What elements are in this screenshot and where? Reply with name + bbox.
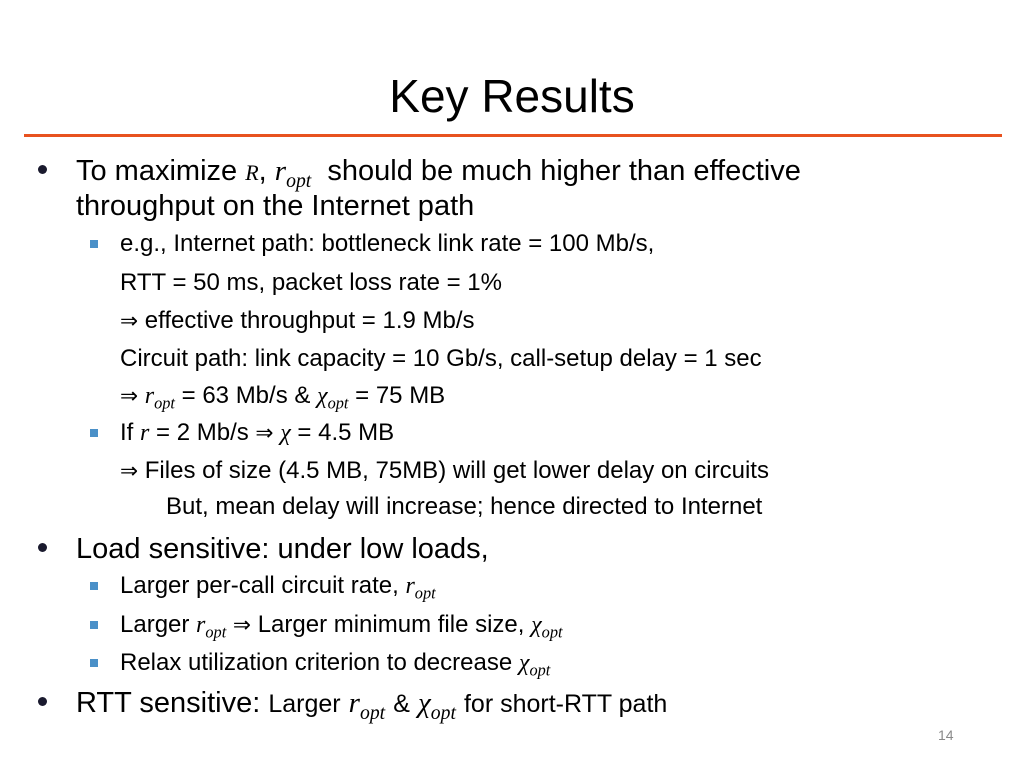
implies-icon: ⇒ (120, 384, 139, 409)
subscript-opt: opt (286, 169, 312, 192)
symbol-chi: χ (417, 687, 431, 719)
sub-bullet-1-line-3 (120, 306, 475, 337)
sub-bullet-2-line-2 (120, 456, 769, 487)
sub-bullet-icon (90, 582, 98, 590)
bullet-1-line-2: throughput on the Internet path (76, 190, 475, 222)
bullet-1-line-1 (76, 154, 801, 190)
comma: , (258, 155, 267, 187)
title-underline (24, 134, 1002, 137)
sub-bullet-icon (90, 659, 98, 667)
subscript-opt: opt (541, 622, 563, 642)
sub-bullet-1-line-1: e.g., Internet path: bottleneck link rate = 100 Mb/s, (120, 230, 655, 257)
sub-bullet-5-text: Relax utilization criterion to decrease (120, 649, 513, 676)
sub-bullet-2-line-2-text: Files of size (4.5 MB, 75MB) will get lower delay on circuits (144, 457, 769, 484)
symbol-r: r (196, 612, 206, 638)
symbol-chi: χ (280, 420, 291, 446)
subscript-opt: opt (205, 622, 227, 642)
slide-title: Key Results (389, 70, 635, 122)
symbol-chi-opt (417, 687, 456, 724)
subscript-opt: opt (430, 701, 456, 724)
bullet-icon (38, 543, 47, 552)
sub-bullet-icon (90, 240, 98, 248)
symbol-r-opt (274, 155, 312, 192)
sub-bullet-5 (120, 648, 550, 678)
implies-icon: ⇒ (255, 421, 274, 446)
bullet-3-text: RTT sensitive: (76, 687, 261, 719)
sub-bullet-icon (90, 621, 98, 629)
subscript-opt: opt (529, 660, 551, 680)
bullet-icon (38, 697, 47, 706)
symbol-chi-opt (531, 612, 563, 642)
sub-bullet-2-mid: = 2 Mb/s (156, 419, 249, 446)
bullet-1-text: To maximize (76, 155, 238, 187)
symbol-chi: χ (317, 383, 328, 409)
symbol-r: r (140, 420, 150, 446)
page-number: 14 (938, 727, 954, 743)
symbol-r: r (348, 687, 360, 719)
bullet-3 (76, 686, 668, 724)
sub-bullet-1-line-5 (120, 381, 445, 412)
bullet-1-text-after: should be much higher than effective (327, 155, 801, 187)
symbol-r: r (274, 155, 287, 187)
sub-bullet-4-start: Larger (120, 611, 190, 638)
subscript-opt: opt (154, 393, 175, 413)
implies-icon: ⇒ (120, 309, 139, 334)
sub-bullet-1-line-3-text: effective throughput = 1.9 Mb/s (144, 307, 475, 334)
sub-bullet-4-mid: Larger minimum file size, (257, 611, 525, 638)
symbol-chi: χ (518, 650, 530, 676)
bullet-3-amp: & (393, 690, 410, 718)
sub-bullet-1-line-2: RTT = 50 ms, packet loss rate = 1% (120, 269, 502, 296)
symbol-r-opt (196, 612, 227, 642)
bullet-3-end: for short-RTT path (463, 690, 668, 718)
sub-bullet-3-text: Larger per-call circuit rate, (120, 572, 399, 599)
sub-bullet-4 (120, 610, 563, 641)
sub-bullet-1-line-4: Circuit path: link capacity = 10 Gb/s, call-setup delay = 1 sec (120, 345, 762, 372)
symbol-r: r (405, 573, 415, 599)
subscript-opt: opt (359, 701, 386, 724)
bullet-2-text: Load sensitive: under low loads, (76, 533, 489, 565)
sub-bullet-2-start: If (120, 419, 134, 446)
symbol-chi-opt (317, 383, 349, 413)
implies-icon: ⇒ (232, 613, 252, 638)
symbol-r-opt (348, 687, 386, 724)
sub-bullet-icon (90, 429, 98, 437)
sub-bullet-2-line-1 (120, 418, 394, 449)
sub-bullet-2-end: = 4.5 MB (297, 419, 395, 446)
bullet-icon (38, 165, 47, 174)
symbol-chi-opt (518, 650, 551, 680)
sub-bullet-1-line-5-end: = 75 MB (355, 382, 446, 409)
symbol-R: R (245, 160, 259, 185)
subscript-opt: opt (414, 583, 436, 603)
sub-bullet-2-line-3: But, mean delay will increase; hence directed to Internet (166, 493, 763, 520)
subscript-opt: opt (327, 393, 349, 413)
sub-bullet-1-line-5-mid: = 63 Mb/s & (181, 382, 311, 409)
symbol-r: r (144, 383, 155, 409)
symbol-r-opt (144, 383, 175, 413)
bullet-3-mid: Larger (268, 690, 341, 718)
implies-icon: ⇒ (120, 459, 139, 484)
sub-bullet-3 (120, 571, 436, 601)
symbol-chi: χ (531, 612, 542, 638)
symbol-r-opt (405, 573, 436, 603)
